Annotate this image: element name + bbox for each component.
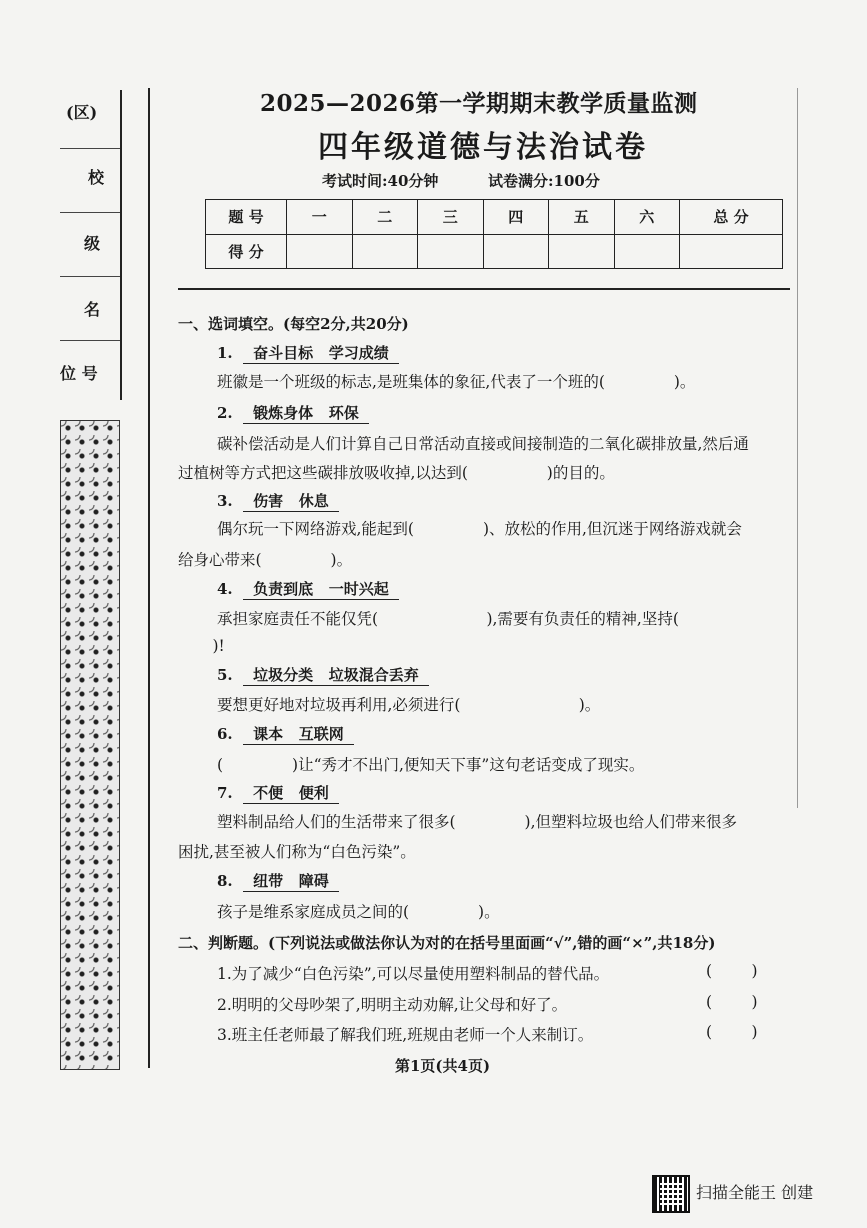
q2-options: 2. 锻炼身体 环保 xyxy=(217,402,369,423)
q5-options: 5. 垃圾分类 垃圾混合丢弃 xyxy=(217,664,429,685)
score-cell: 五 xyxy=(549,200,615,235)
score-blank[interactable] xyxy=(287,234,353,269)
binding-line xyxy=(148,88,150,1068)
q3-options: 3. 伤害 休息 xyxy=(217,490,339,511)
tf-item-1: 1.为了减少“白色污染”,可以尽量使用塑料制品的替代品。 xyxy=(217,965,610,983)
score-blank[interactable] xyxy=(680,234,783,269)
tf-answer-3[interactable]: ( ) xyxy=(706,1023,758,1041)
q2-text-cont: 过植树等方式把这些碳排放吸收掉,以达到( )的目的。 xyxy=(178,464,615,482)
page-number: 第1页(共4页) xyxy=(395,1057,491,1075)
q4-text: 承担家庭责任不能仅凭( ),需要有负责任的精神,坚持( xyxy=(217,610,679,628)
decorative-border-pattern xyxy=(60,420,120,1070)
score-cell: 总 分 xyxy=(680,200,783,235)
q7-options: 7. 不便 便利 xyxy=(217,782,339,803)
q1-text: 班徽是一个班级的标志,是班集体的象征,代表了一个班的( )。 xyxy=(217,373,696,391)
score-blank[interactable] xyxy=(483,234,549,269)
binding-seat: 位 号 xyxy=(60,364,98,383)
score-cell: 三 xyxy=(418,200,484,235)
exam-time: 考试时间:40分钟 xyxy=(322,172,439,190)
score-blank[interactable] xyxy=(352,234,418,269)
q5-text: 要想更好地对垃圾再利用,必须进行( )。 xyxy=(217,696,601,714)
q8-text: 孩子是维系家庭成员之间的( )。 xyxy=(217,903,500,921)
tf-item-2: 2.明明的父母吵架了,明明主动劝解,让父母和好了。 xyxy=(217,996,568,1014)
q8-options: 8. 纽带 障碍 xyxy=(217,870,339,891)
q6-text: ( )让“秀才不出门,便知天下事”这句老话变成了现实。 xyxy=(217,756,645,774)
score-table-header-row xyxy=(206,200,783,235)
score-cell: 二 xyxy=(352,200,418,235)
q2-text: 碳补偿活动是人们计算自己日常活动直接或间接制造的二氧化碳排放量,然后通 xyxy=(217,435,749,453)
binding-divider xyxy=(60,148,120,149)
binding-name: 名 xyxy=(84,300,101,319)
q3-text: 偶尔玩一下网络游戏,能起到( )、放松的作用,但沉迷于网络游戏就会 xyxy=(217,520,742,538)
section1-title: 一、选词填空。(每空2分,共20分) xyxy=(178,315,409,333)
score-cell: 四 xyxy=(483,200,549,235)
exam-title-line1: 2025—2026第一学期期末教学质量监测 xyxy=(260,90,698,117)
binding-divider xyxy=(60,276,120,277)
full-score: 试卷满分:100分 xyxy=(488,172,600,190)
q1-options: 1. 奋斗目标 学习成绩 xyxy=(217,342,399,363)
score-blank[interactable] xyxy=(549,234,615,269)
score-table xyxy=(205,199,783,269)
score-blank[interactable] xyxy=(614,234,680,269)
score-cell: 题 号 xyxy=(206,200,287,235)
binding-divider xyxy=(60,340,120,341)
exam-title-line2: 四年级道德与法治试卷 xyxy=(318,130,648,165)
tf-answer-1[interactable]: ( ) xyxy=(706,962,758,980)
q6-options: 6. 课本 互联网 xyxy=(217,723,354,744)
score-table-score-row xyxy=(206,234,783,269)
binding-district: (区) xyxy=(66,103,98,122)
score-cell: 一 xyxy=(287,200,353,235)
scanner-brand: 扫描全能王 创建 xyxy=(696,1183,814,1202)
q7-text: 塑料制品给人们的生活带来了很多( ),但塑料垃圾也给人们带来很多 xyxy=(217,813,738,831)
binding-class: 级 xyxy=(84,234,101,253)
q7-text-cont: 困扰,甚至被人们称为“白色污染”。 xyxy=(178,843,416,861)
tf-item-3: 3.班主任老师最了解我们班,班规由老师一个人来制订。 xyxy=(217,1026,594,1044)
binding-school: 校 xyxy=(88,168,105,187)
binding-divider xyxy=(60,212,120,213)
score-cell: 六 xyxy=(614,200,680,235)
q3-text-cont: 给身心带来( )。 xyxy=(178,551,353,569)
page-edge-line xyxy=(797,88,798,808)
section2-title: 二、判断题。(下列说法或做法你认为对的在括号里面画“√”,错的画“×”,共18分) xyxy=(178,934,716,952)
tf-answer-2[interactable]: ( ) xyxy=(706,993,758,1011)
q4-text-cont: )! xyxy=(178,637,225,655)
header-divider xyxy=(178,288,790,290)
score-cell: 得 分 xyxy=(206,234,287,269)
score-blank[interactable] xyxy=(418,234,484,269)
qr-code-icon xyxy=(652,1175,690,1213)
q4-options: 4. 负责到底 一时兴起 xyxy=(217,578,399,599)
